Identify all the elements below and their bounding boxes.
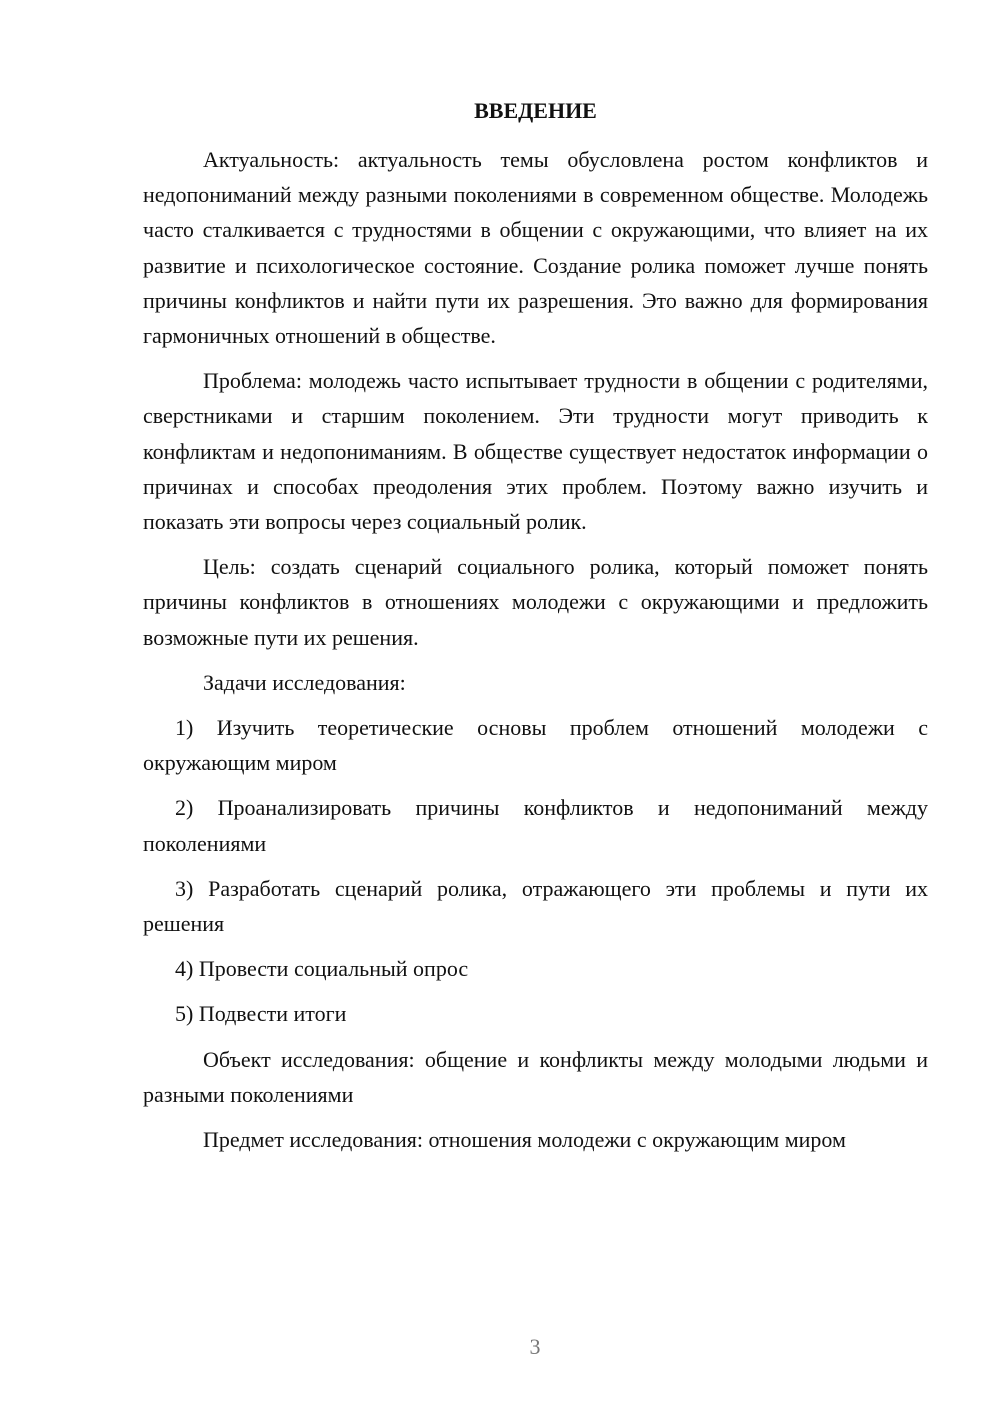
paragraph-object: Объект исследования: общение и конфликты между молодыми людьми и разными поколениями	[143, 1046, 928, 1107]
paragraph-relevance: Актуальность: актуальность темы обусловлена ростом конфликтов и недопониманий между разными поколениями в современном обществе. Молодежь часто сталкивается с трудностями в общении с окружающими, что влияет на их развитие и психологическое состояние. Создание ролика поможет лучше понять причины конфликтов и найти пути их разрешения. Это важно для формирования гармоничных отношений в обществе.	[143, 147, 928, 349]
page-body	[143, 96, 928, 1167]
paragraph-goal: Цель: создать сценарий социального ролика, который поможет понять причины конфликтов в отношениях молодежи с окружающими и предложить возможные пути их решения.	[143, 554, 928, 650]
task-item-2: 2) Проанализировать причины конфликтов и недопониманий между поколениями	[143, 795, 928, 856]
task-item-1: 1) Изучить теоретические основы проблем отношений молодежи с окружающим миром	[143, 715, 928, 776]
task-item-5: 5) Подвести итоги	[175, 1001, 347, 1027]
page-number: 3	[529, 1334, 541, 1359]
task-item-4: 4) Провести социальный опрос	[175, 956, 469, 982]
paragraph-subject: Предмет исследования: отношения молодежи с окружающим миром	[203, 1127, 846, 1153]
section-heading: ВВЕДЕНИЕ	[474, 98, 597, 123]
tasks-heading: Задачи исследования:	[203, 669, 406, 695]
paragraph-problem: Проблема: молодежь часто испытывает трудности в общении с родителями, сверстниками и старшим поколением. Эти трудности могут приводить к конфликтам и недопониманиям. В обществе существует недостаток информации о причинах и способах преодоления этих проблем. Поэтому важно изучить и показать эти вопросы через социальный ролик.	[143, 368, 928, 535]
task-item-3: 3) Разработать сценарий ролика, отражающего эти проблемы и пути их решения	[143, 875, 928, 937]
